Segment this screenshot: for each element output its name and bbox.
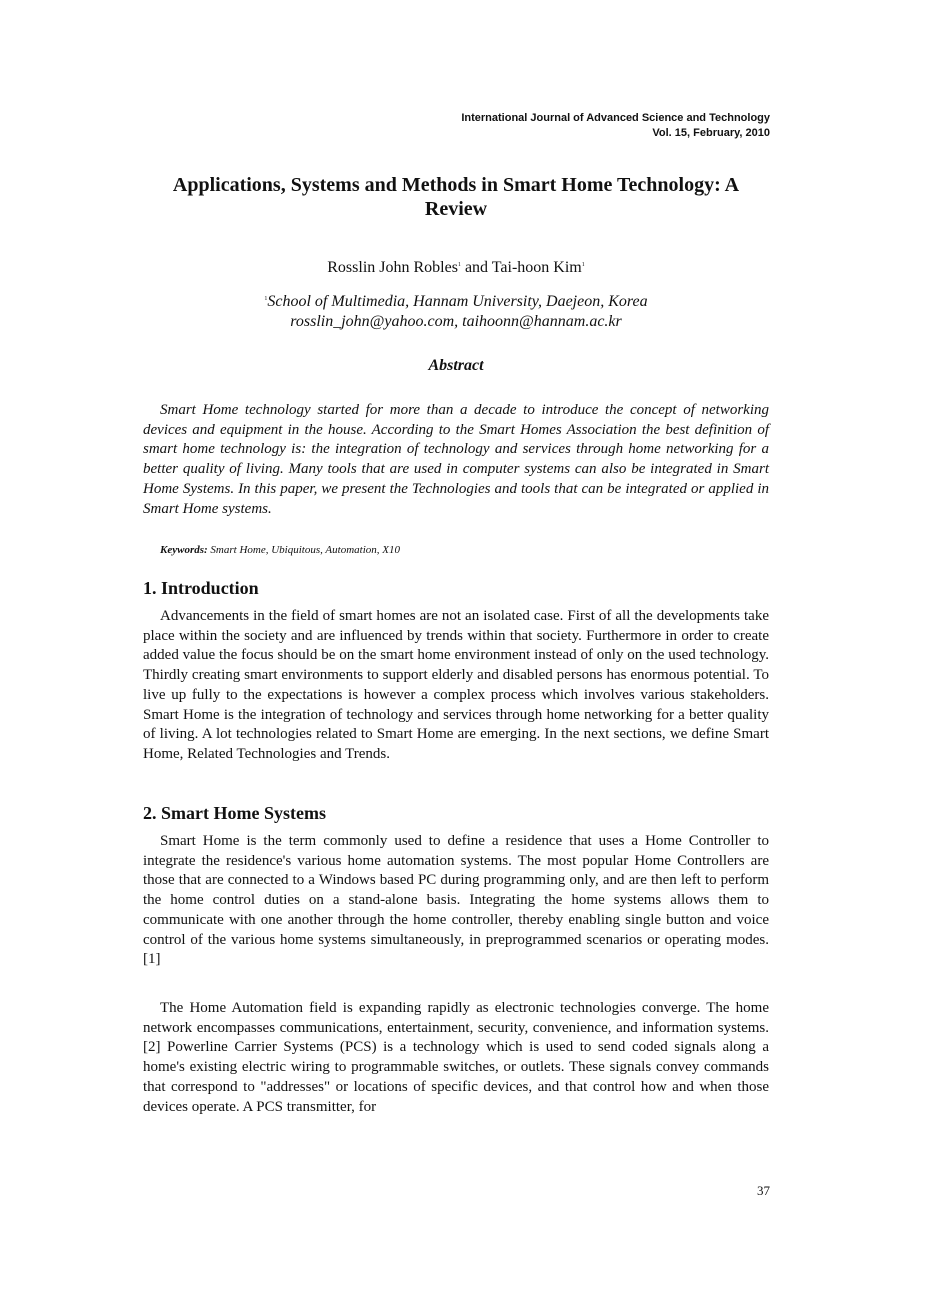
affiliation-text: School of Multimedia, Hannam University, Daejeon, Korea: [267, 293, 648, 310]
author-emails: rosslin_john@yahoo.com, taihoonn@hannam.ac.kr: [290, 313, 622, 330]
keywords: [160, 543, 400, 557]
journal-volume: Vol. 15, February, 2010: [652, 127, 770, 139]
author-affiliation-mark: 1: [457, 262, 461, 268]
author-name: Tai-hoon Kim: [491, 259, 582, 276]
body-paragraph: The Home Automation field is expanding rapidly as electronic technologies converge. The home network encompasses communications, entertainment, security, convenience, and information systems. [2] Powerline Carrier Systems (PCS) is a technology which is used to send coded signals along a home's existing electric wiring to programmable switches, or outlets. These signals convey commands that correspond to "addresses" or locations of specific devices, and that control how and when those devices operate. A PCS transmitter, for: [143, 1000, 769, 1115]
author-name: Rosslin John Robles: [327, 259, 458, 276]
affiliation-line: [143, 289, 769, 312]
author-list: [143, 255, 769, 278]
journal-header: [461, 111, 770, 141]
abstract-heading: Abstract: [428, 357, 484, 374]
page-number: 37: [757, 1183, 770, 1198]
journal-name: International Journal of Advanced Science and Technology: [461, 112, 770, 124]
section-heading-introduction: 1. Introduction: [143, 578, 259, 598]
title-line-1: Applications, Systems and Methods in Smart Home Technology: A: [172, 174, 740, 196]
author-affiliation-mark: 1: [581, 262, 585, 268]
section-heading-smart-home-systems: 2. Smart Home Systems: [143, 803, 326, 823]
body-paragraph: Advancements in the field of smart homes are not an isolated case. First of all the developments take place within the society and are influenced by trends within that society. Furthermore in order to create added value the focus should be on the smart home environment instead of only on the used technology. Thirdly creating smart environments to support elderly and disabled persons has enormous potential. To live up fully to the expectations is however a complex process which involves various stakeholders. Smart Home is the integration of technology and services through home networking for a better quality of living. A lot technologies related to Smart Home are emerging. In the next sections, we define Smart Home, Related Technologies and Trends.: [143, 608, 769, 762]
body-paragraph: Smart Home is the term commonly used to define a residence that uses a Home Controller to integrate the residence's various home automation systems. The most popular Home Controllers are those that are connected to a Windows based PC during programming only, and are then left to perform the home control duties on a stand-alone basis. Integrating the home systems allows them to communicate with one another through the home controller, thereby enabling single button and voice control of the various home systems simultaneously, in preprogrammed scenarios or operating modes. [1]: [143, 833, 769, 968]
author-separator: and: [460, 259, 492, 276]
title-line-2: Review: [424, 198, 488, 220]
affiliation-mark: 1: [264, 296, 268, 302]
paper-title: [143, 173, 769, 221]
abstract-text: Smart Home technology started for more than a decade to introduce the concept of networking devices and equipment in the house. According to the Smart Homes Association the best definition of smart home technology is: the integration of technology and services through home networking for a better quality of living. Many tools that are used in computer systems can also be integrated in Smart Home Systems. In this paper, we present the Technologies and tools that can be integrated or applied in Smart Home systems.: [143, 402, 769, 517]
affiliation-block: [143, 289, 769, 332]
keywords-label: Keywords:: [160, 544, 208, 556]
keywords-text: Smart Home, Ubiquitous, Automation, X10: [207, 544, 400, 556]
